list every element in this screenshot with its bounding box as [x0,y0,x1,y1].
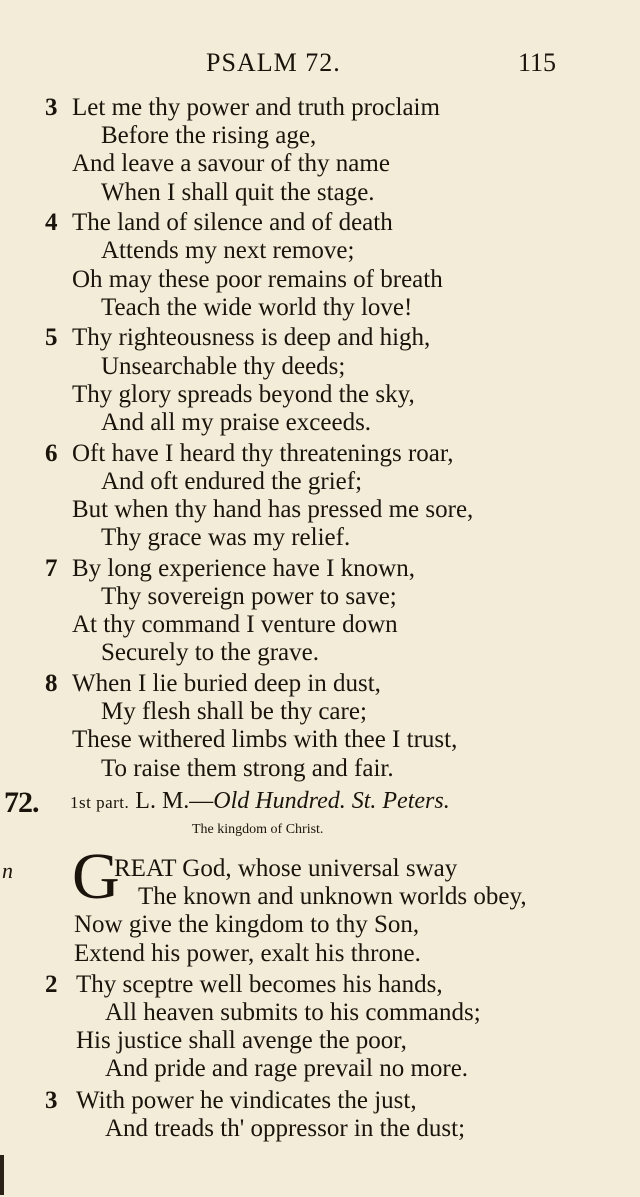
verse-line: And pride and rage prevail no more. [105,1055,469,1083]
page-header [0,48,640,84]
psalm-number: 72. [4,786,39,819]
verse-line: And all my praise exceeds. [101,409,372,436]
stanza-number: 5 [45,324,58,352]
margin-mark: n [2,858,13,883]
verse-line: REAT God, whose universal sway [114,855,458,882]
verse-line: And leave a savour of thy name [72,150,390,178]
verse-line: The known and unknown worlds obey, [138,883,527,911]
page-edge-mark [0,1155,4,1195]
drop-cap: G [72,840,120,913]
verse-line: But when thy hand has pressed me sore, [72,496,474,523]
page-number: 115 [518,48,557,77]
verse-line: His justice shall avenge the poor, [76,1027,407,1055]
verse-line: Thy sceptre well becomes his hands, [76,970,443,998]
part-label: 1st part. [70,793,130,812]
verse-line: And treads th' oppressor in the dust; [105,1114,466,1142]
verse-line: Before the rising age, [101,122,317,150]
psalm-meta [70,788,450,815]
verse-line: To raise them strong and fair. [101,754,394,782]
verse-line: Teach the wide world thy love! [101,293,413,321]
psalm-heading [0,786,640,820]
verse-line: Oh may these poor remains of breath [72,265,443,293]
verse-line: Thy grace was my relief. [101,524,351,552]
verse-line: And oft endured the grief; [101,467,363,495]
verse-line: When I shall quit the stage. [101,178,375,206]
verse-line: Now give the kingdom to thy Son, [74,911,420,939]
stanza-number: 4 [45,209,58,237]
verse-line: My flesh shall be thy care; [101,698,367,726]
verse-line: All heaven submits to his commands; [105,999,481,1026]
stanza-number: 7 [45,554,58,582]
stanza-number: 6 [45,439,58,467]
running-title: PSALM 72. [206,48,341,77]
verse-line: When I lie buried deep in dust, [72,670,381,697]
stanza-number: 2 [45,970,58,998]
verse-line: Thy righteousness is deep and high, [72,324,431,352]
verse-line: These withered limbs with thee I trust, [72,726,458,754]
verse-line: With power he vindicates the just, [76,1086,417,1114]
verse-line: Securely to the grave. [101,639,319,667]
psalm-subtitle: The kingdom of Christ. [192,822,324,837]
stanza-number: 8 [45,670,58,697]
verse-line: The land of silence and of death [72,209,393,237]
verse-line: Attends my next remove; [101,237,355,265]
verse-line: Thy sovereign power to save; [101,583,397,610]
meter-label: L. M.— [135,788,214,814]
verse-line: Let me thy power and truth proclaim [72,94,440,121]
verse-line: Thy glory spreads beyond the sky, [72,380,415,408]
stanza-number: 3 [45,94,58,121]
verse-line: At thy command I venture down [72,611,398,639]
tune-names: Old Hundred. St. Peters. [213,788,450,814]
verse-line: By long experience have I known, [72,554,415,582]
verse-line: Unsearchable thy deeds; [101,352,346,380]
verse-line: Extend his power, exalt his throne. [74,939,421,967]
stanza-number: 3 [45,1086,58,1114]
verse-line: Oft have I heard thy threatenings roar, [72,439,454,467]
